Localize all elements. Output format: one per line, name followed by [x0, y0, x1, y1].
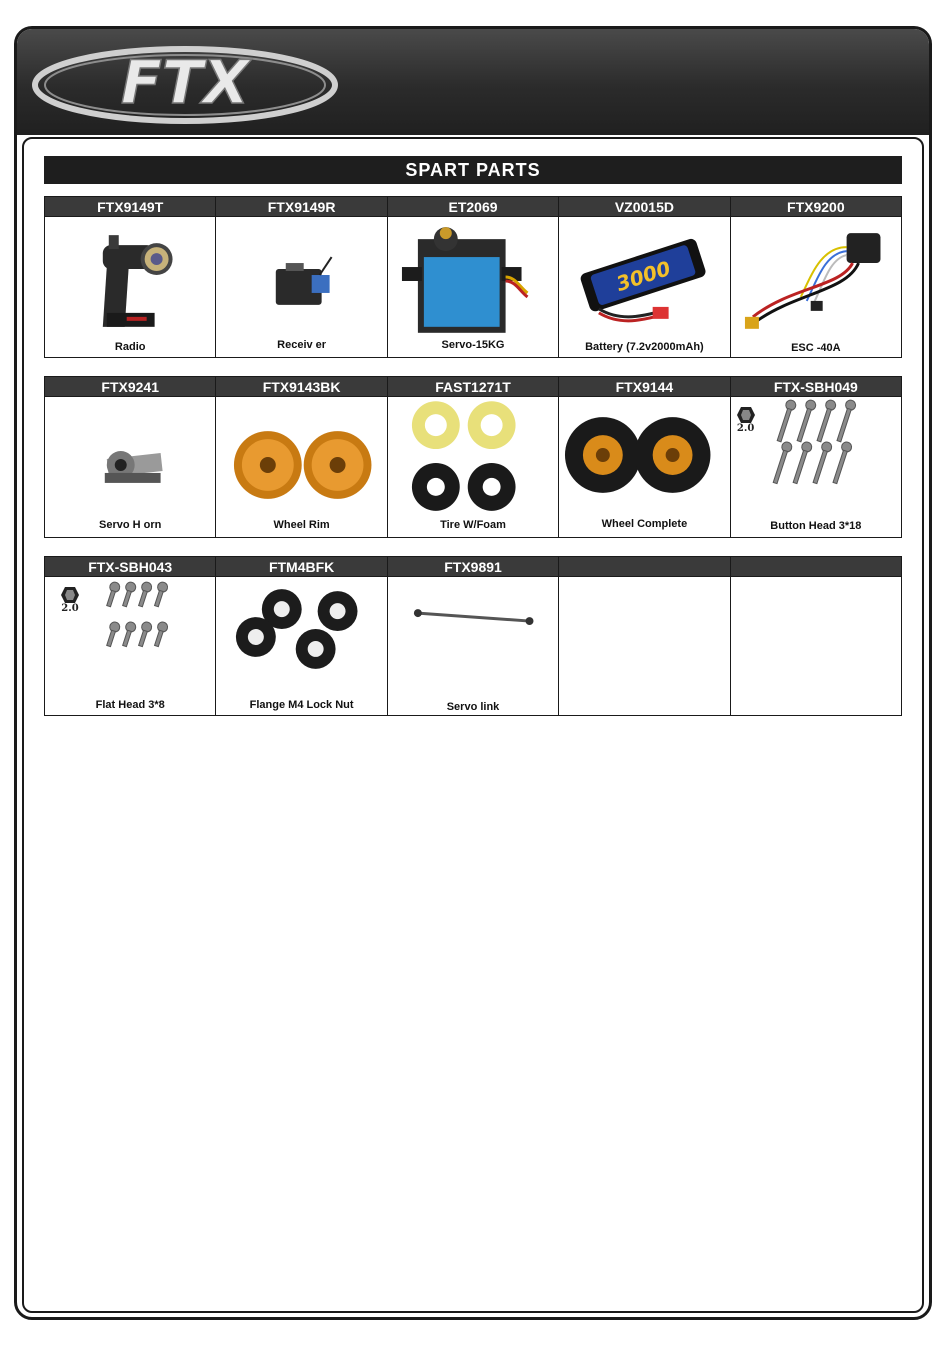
- header-band: [17, 29, 929, 135]
- hex-size: 2.0: [61, 603, 79, 614]
- part-label: Servo H orn: [99, 519, 162, 531]
- part-cell: [388, 197, 559, 357]
- part-code: FTX9149T: [45, 197, 215, 217]
- part-code: FTX9891: [388, 557, 558, 577]
- part-cell: [388, 377, 559, 537]
- battery-pack-icon: [559, 217, 729, 337]
- parts-row-2: [44, 376, 902, 538]
- part-label: Wheel Complete: [601, 518, 688, 530]
- part-cell-empty: [731, 557, 901, 715]
- logo-text: FTX: [120, 48, 250, 118]
- part-code: VZ0015D: [559, 197, 729, 217]
- part-code: FTX-SBH049: [731, 377, 901, 397]
- tire-foam-icon: [388, 397, 558, 517]
- part-cell: [45, 377, 216, 537]
- part-cell: [388, 557, 559, 715]
- wheel-rim-icon: [216, 397, 386, 517]
- part-cell: [559, 197, 730, 357]
- parts-row-3: [44, 556, 902, 716]
- part-cell: [216, 377, 387, 537]
- servo-link-icon: [388, 577, 558, 697]
- part-cell: [559, 377, 730, 537]
- part-cell: [45, 197, 216, 357]
- parts-row-1: [44, 196, 902, 358]
- part-label: Flat Head 3*8: [95, 699, 165, 711]
- part-cell-empty: [559, 557, 730, 715]
- part-label: Servo-15KG: [441, 339, 505, 351]
- page-title: SPART PARTS: [44, 156, 902, 184]
- part-label: Wheel Rim: [273, 519, 330, 531]
- esc-icon: [731, 217, 901, 337]
- servo-horn-icon: [45, 397, 215, 517]
- part-cell: [731, 377, 901, 537]
- part-code: FTX9241: [45, 377, 215, 397]
- part-code: [559, 557, 729, 577]
- part-code: ET2069: [388, 197, 558, 217]
- part-label: ESC -40A: [791, 342, 841, 354]
- part-label: Servo link: [446, 701, 500, 713]
- battery-print: 3000: [613, 256, 674, 297]
- part-cell: [45, 557, 216, 715]
- part-cell: [731, 197, 901, 357]
- part-code: FTX9143BK: [216, 377, 386, 397]
- part-code: FTX9149R: [216, 197, 386, 217]
- lock-nut-icon: [216, 577, 386, 697]
- part-label: Battery (7.2v2000mAh): [585, 341, 704, 353]
- part-cell: [216, 197, 387, 357]
- part-cell: [216, 557, 387, 715]
- flat-head-screws-icon: [45, 577, 215, 697]
- ftx-logo: [25, 37, 345, 127]
- part-code: [731, 557, 901, 577]
- part-code: FTM4BFK: [216, 557, 386, 577]
- radio-transmitter-icon: [45, 217, 215, 337]
- part-code: FAST1271T: [388, 377, 558, 397]
- servo-icon: [388, 217, 558, 337]
- part-label: Flange M4 Lock Nut: [249, 699, 354, 711]
- part-code: FTX-SBH043: [45, 557, 215, 577]
- wheel-complete-icon: [559, 397, 729, 517]
- part-label: Radio: [114, 341, 146, 353]
- part-label: Tire W/Foam: [440, 519, 506, 531]
- button-head-screws-icon: [731, 397, 901, 517]
- part-label: Receiv er: [277, 339, 327, 351]
- part-code: FTX9200: [731, 197, 901, 217]
- hex-size: 2.0: [736, 423, 755, 434]
- receiver-icon: [216, 217, 386, 337]
- part-label: Button Head 3*18: [770, 520, 862, 532]
- part-code: FTX9144: [559, 377, 729, 397]
